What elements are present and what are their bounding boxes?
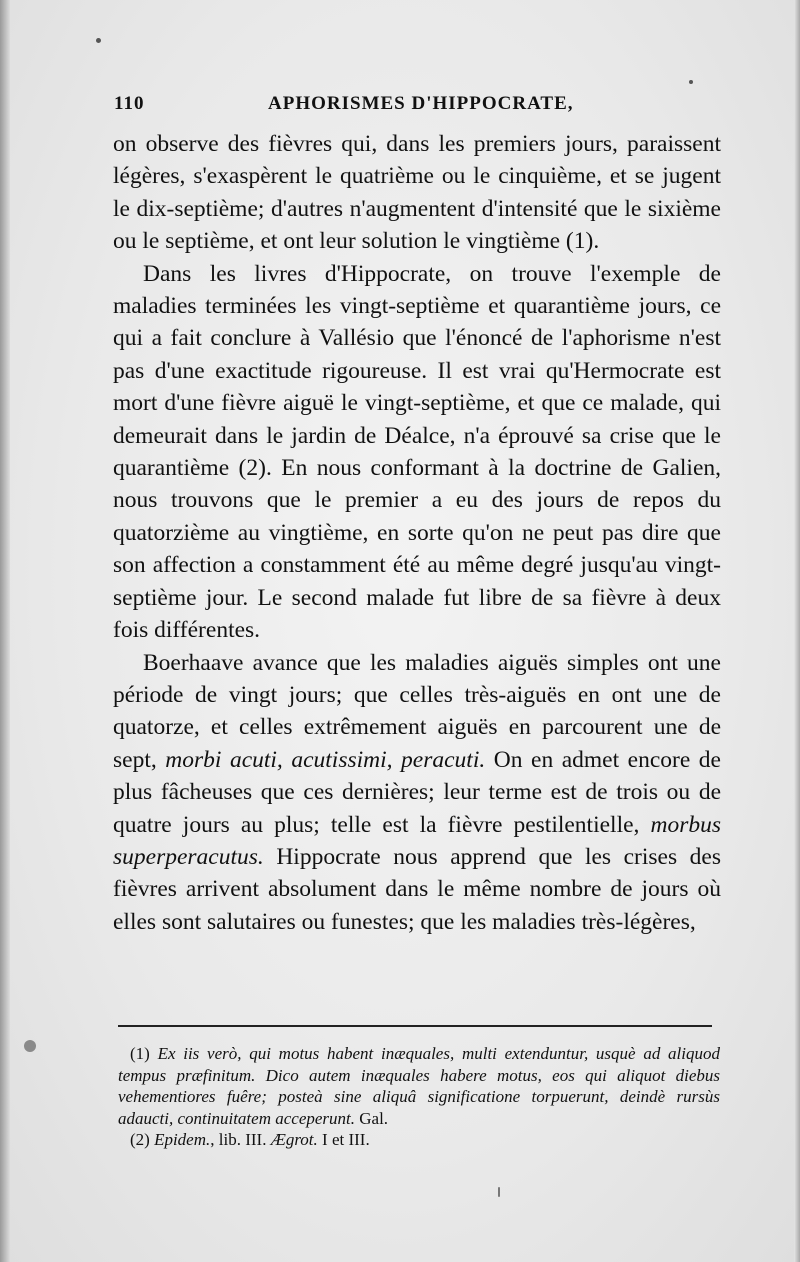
page-right-edge	[794, 0, 800, 1262]
page-left-edge	[0, 0, 10, 1262]
latin-phrase: morbus superperacutus.	[113, 811, 721, 870]
footnote-rule	[118, 1025, 712, 1027]
footnote-2	[118, 1129, 720, 1151]
footnote-work: Epidem.	[154, 1130, 211, 1149]
footnote-text: I et III.	[317, 1130, 370, 1149]
footnotes	[118, 1043, 720, 1151]
print-speck	[96, 38, 101, 43]
text-run: Hippocrate nous apprend que les crises des fièvres arrivent absolument dans le même nombre de jours où elles sont salutaires ou funestes; que les maladies très-légères,	[113, 843, 721, 935]
footnote-marker: (2)	[130, 1130, 155, 1149]
footnote-1	[118, 1043, 720, 1129]
running-head	[114, 93, 724, 121]
footnote-source: Gal.	[355, 1108, 389, 1128]
footnote-latin-quote: Ex iis verò, qui motus habent inæquales, multi extenduntur, usquè ad aliquod tempus præfinitum. Dico autem inæquales habere motus, eos qui aliquot diebus vehementiores fuêre; posteà sine aliquâ significatione torpuerunt, deindè rursùs adaucti, continuitatem acceperunt.	[118, 1044, 720, 1128]
running-title: APHORISMES D'HIPPOCRATE,	[268, 93, 574, 114]
paragraph-continuation: on observe des fièvres qui, dans les premiers jours, paraissent légères, s'exaspèrent le quatrième ou le cinquième, et se jugent le dix-septième; d'autres n'augmentent d'intensité que le sixième ou le septième, et ont leur solution le vingtième (1).	[113, 131, 721, 255]
paragraph-boerhaave	[113, 647, 721, 939]
print-speck	[689, 80, 693, 84]
footnote-marker: (1)	[130, 1044, 158, 1063]
print-speck	[24, 1040, 36, 1052]
latin-phrase: morbi acuti, acutissimi, peracuti.	[165, 746, 486, 773]
footnote-term: Ægrot.	[270, 1130, 318, 1149]
main-text	[113, 128, 721, 938]
paragraph-hippocrate: Dans les livres d'Hippocrate, on trouve l'exemple de maladies terminées les vingt-septième et quarantième jours, ce qui a fait conclure à Vallésio que l'énoncé de l'aphorisme n'est pas d'une exactitude rigoureuse. Il est vrai qu'Hermocrate est mort d'une fièvre aiguë le vingt-septième, et que ce malade, qui demeurait dans le jardin de Déalce, n'a éprouvé sa crise que le quarantième (2). En nous conformant à la doctrine de Galien, nous trouvons que le premier a eu des jours de repos du quatorzième au vingtième, en sorte qu'on ne peut pas dire que son affection a constamment été au même degré jusqu'au vingt-septième jour. Le second malade fut libre de sa fièvre à deux fois différentes.	[113, 260, 721, 644]
text-run: On en admet encore de plus fâcheuses que ces dernières; leur terme est de trois ou de quatre jours au plus; telle est la fièvre pestilentielle,	[113, 746, 721, 838]
text-run: Boerhaave avance que les maladies aiguës simples ont une période de vingt jours; que celles très-aiguës en ont une de quatorze, et celles extrêmement aiguës en parcourent une de sept,	[113, 649, 721, 773]
footnote-text: , lib. III.	[210, 1130, 271, 1149]
page-number: 110	[114, 93, 145, 114]
print-speck	[498, 1187, 500, 1197]
